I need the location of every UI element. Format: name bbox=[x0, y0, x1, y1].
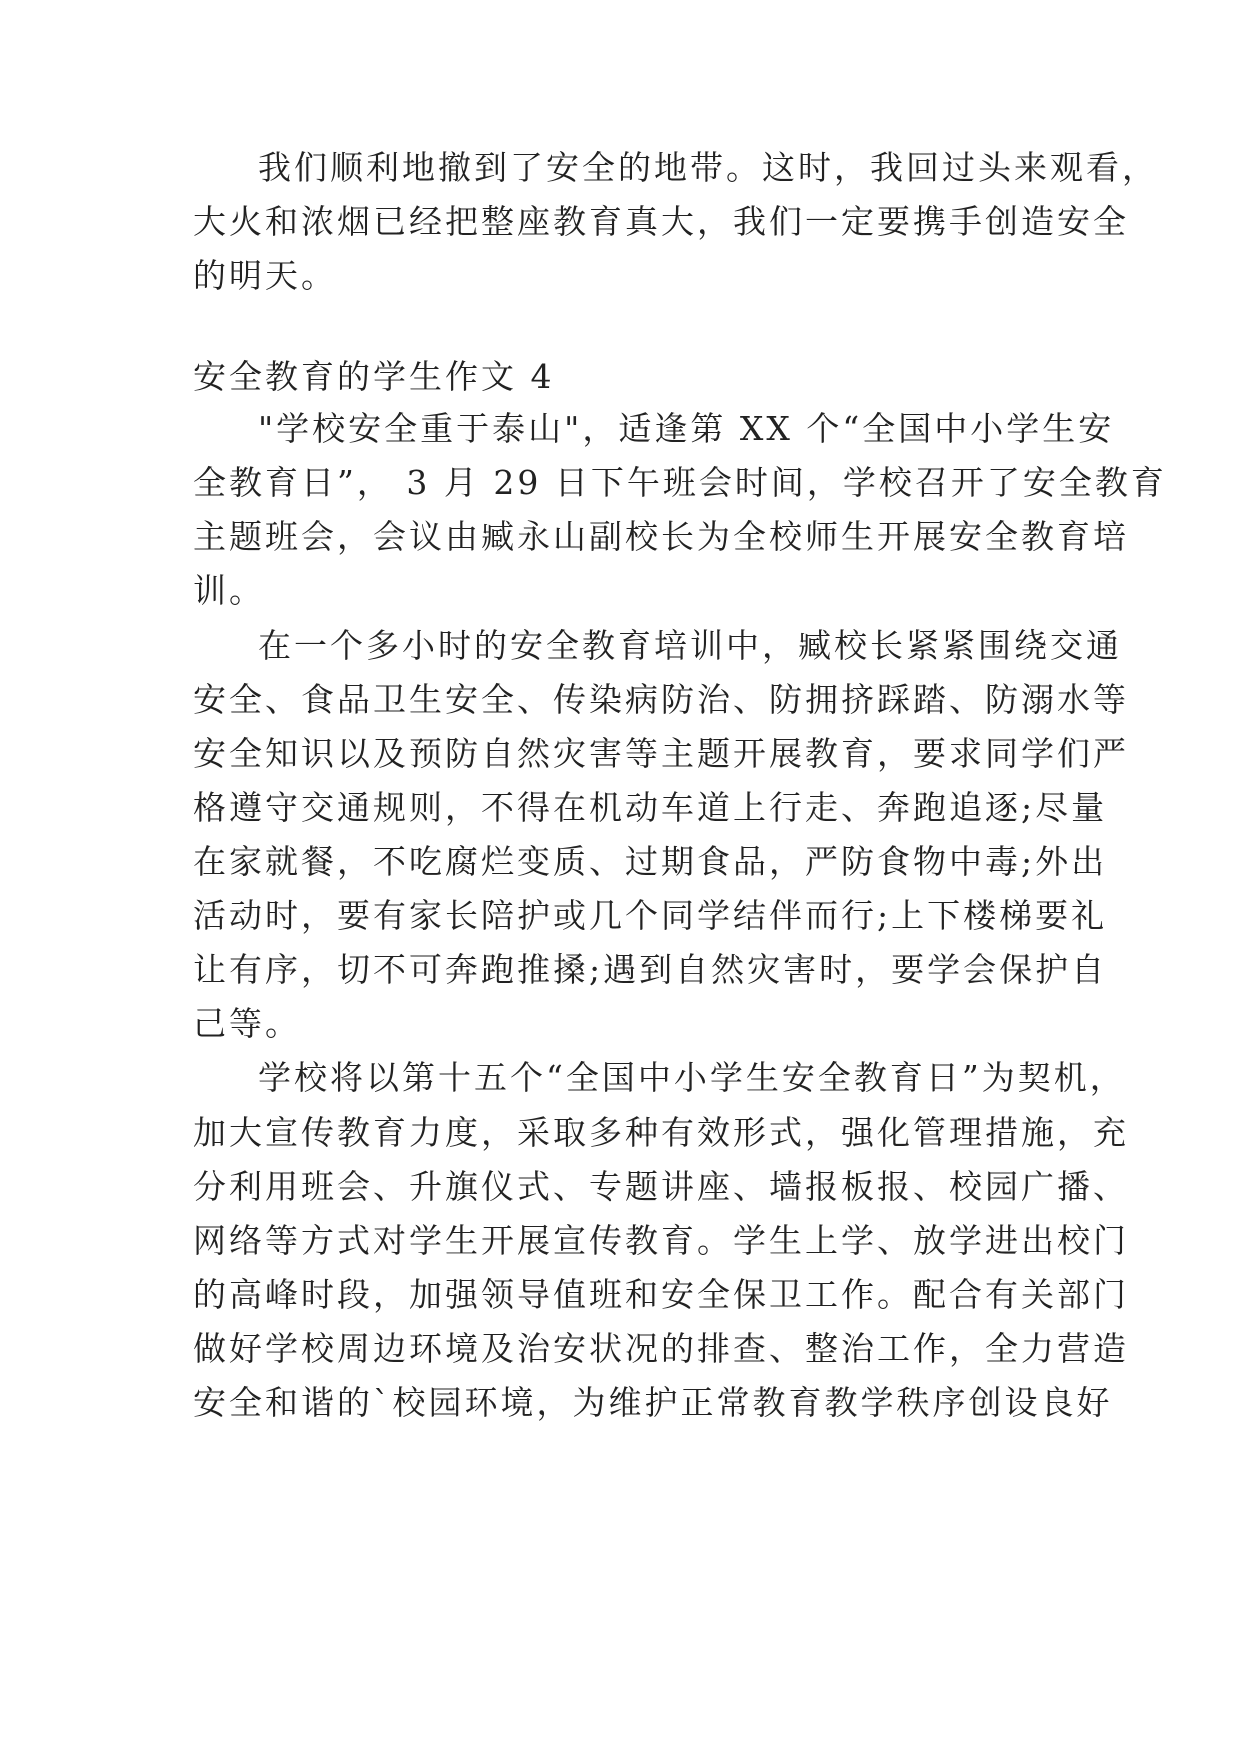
section-heading: 安全教育的学生作文 4 bbox=[193, 357, 555, 396]
paragraph-3-line-7: 让有序，切不可奔跑推搡;遇到自然灾害时，要学会保护自 bbox=[193, 950, 1108, 989]
paragraph-2-line-1: "学校安全重于泰山"，适逢第 XX 个“全国中小学生安 bbox=[258, 409, 1115, 448]
paragraph-1-line-2: 大火和浓烟已经把整座教育真大，我们一定要携手创造安全 bbox=[193, 202, 1129, 241]
paragraph-2-line-4: 训。 bbox=[193, 571, 265, 610]
paragraph-4-line-6: 做好学校周边环境及治安状况的排查、整治工作，全力营造 bbox=[193, 1329, 1129, 1368]
paragraph-1-line-3: 的明天。 bbox=[193, 256, 337, 295]
paragraph-4-line-7: 安全和谐的`校园环境，为维护正常教育教学秩序创设良好 bbox=[193, 1383, 1113, 1422]
paragraph-4-line-1: 学校将以第十五个“全国中小学生安全教育日”为契机， bbox=[258, 1058, 1126, 1097]
paragraph-3-line-5: 在家就餐，不吃腐烂变质、过期食品，严防食物中毒;外出 bbox=[193, 842, 1108, 881]
paragraph-3-line-3: 安全知识以及预防自然灾害等主题开展教育，要求同学们严 bbox=[193, 734, 1129, 773]
paragraph-3-line-6: 活动时，要有家长陪护或几个同学结伴而行;上下楼梯要礼 bbox=[193, 896, 1108, 935]
paragraph-4-line-4: 网络等方式对学生开展宣传教育。学生上学、放学进出校门 bbox=[193, 1221, 1129, 1260]
paragraph-4-line-3: 分利用班会、升旗仪式、专题讲座、墙报板报、校园广播、 bbox=[193, 1167, 1129, 1206]
paragraph-3-line-1: 在一个多小时的安全教育培训中，臧校长紧紧围绕交通 bbox=[258, 626, 1122, 665]
paragraph-4-line-2: 加大宣传教育力度，采取多种有效形式，强化管理措施，充 bbox=[193, 1113, 1129, 1152]
paragraph-1-line-1: 我们顺利地撤到了安全的地带。这时，我回过头来观看， bbox=[258, 148, 1158, 187]
paragraph-3-line-2: 安全、食品卫生安全、传染病防治、防拥挤踩踏、防溺水等 bbox=[193, 680, 1129, 719]
paragraph-2-line-3: 主题班会，会议由臧永山副校长为全校师生开展安全教育培 bbox=[193, 517, 1129, 556]
paragraph-3-line-8: 己等。 bbox=[193, 1004, 301, 1043]
paragraph-3-line-4: 格遵守交通规则，不得在机动车道上行走、奔跑追逐;尽量 bbox=[193, 788, 1108, 827]
paragraph-4-line-5: 的高峰时段，加强领导值班和安全保卫工作。配合有关部门 bbox=[193, 1275, 1129, 1314]
paragraph-2-line-2: 全教育日”， 3 月 29 日下午班会时间，学校召开了安全教育 bbox=[193, 463, 1167, 502]
